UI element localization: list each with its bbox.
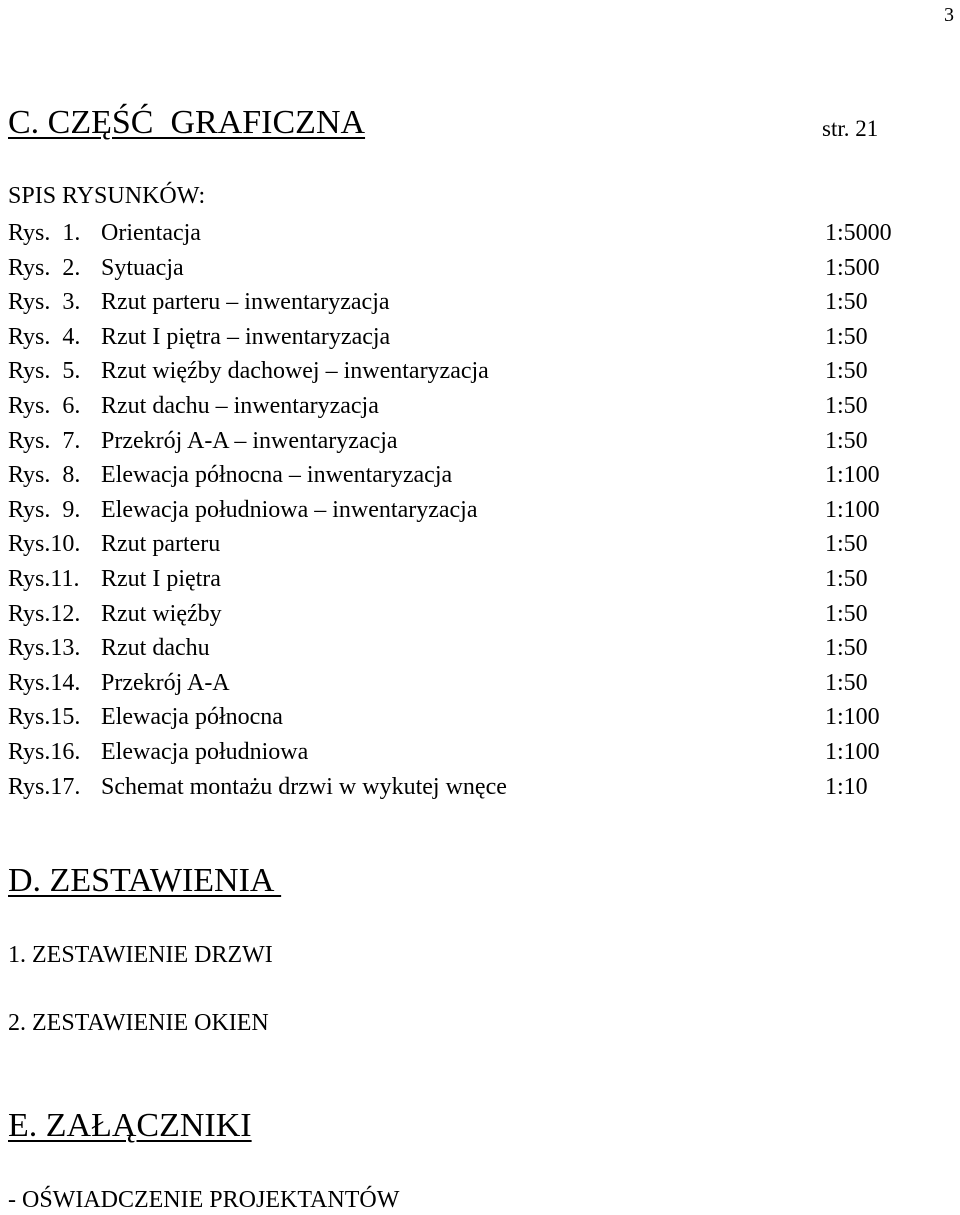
drawing-row	[8, 426, 928, 461]
drawing-title: Rzut I piętra – inwentaryzacja	[101, 323, 391, 350]
drawing-title: Elewacja północna – inwentaryzacja	[101, 462, 453, 489]
drawing-number: Rys.10.	[8, 531, 81, 558]
drawing-row	[8, 287, 928, 322]
drawing-number: Rys.17.	[8, 773, 81, 800]
drawing-row	[8, 702, 928, 737]
section-title-graphic-part: C. CZĘŚĆ GRAFICZNA	[8, 104, 366, 141]
drawing-row	[8, 218, 928, 253]
drawing-row	[8, 668, 928, 703]
drawing-number: Rys.15.	[8, 704, 81, 731]
drawing-scale: 1:50	[825, 531, 868, 558]
drawings-list-heading: SPIS RYSUNKÓW:	[8, 183, 206, 209]
drawing-title: Rzut więźby dachowej – inwentaryzacja	[101, 358, 489, 385]
drawing-title: Elewacja północna	[101, 704, 283, 731]
drawing-title: Schemat montażu drzwi w wykutej wnęce	[101, 773, 507, 800]
drawing-number: Rys. 9.	[8, 496, 81, 523]
drawing-title: Orientacja	[101, 220, 201, 246]
attachment-item-designers-statement: - OŚWIADCZENIE PROJEKTANTÓW	[8, 1187, 400, 1213]
drawing-scale: 1:100	[825, 738, 880, 765]
drawing-scale: 1:100	[825, 704, 880, 731]
section-title-summaries: D. ZESTAWIENIA	[8, 862, 282, 899]
drawing-number: Rys. 2.	[8, 254, 81, 281]
drawings-list	[8, 218, 928, 806]
drawing-row	[8, 599, 928, 634]
drawing-row	[8, 356, 928, 391]
drawing-row	[8, 564, 928, 599]
drawing-number: Rys. 8.	[8, 462, 81, 489]
drawing-row	[8, 322, 928, 357]
summary-item-doors: 1. ZESTAWIENIE DRZWI	[8, 942, 273, 968]
drawing-scale: 1:50	[825, 427, 868, 454]
drawing-scale: 1:5000	[825, 220, 892, 246]
drawing-number: Rys. 5.	[8, 358, 81, 385]
drawing-scale: 1:50	[825, 358, 868, 385]
drawing-number: Rys. 3.	[8, 289, 81, 316]
drawing-scale: 1:100	[825, 462, 880, 489]
drawing-title: Elewacja południowa	[101, 738, 309, 765]
drawing-title: Rzut parteru – inwentaryzacja	[101, 289, 390, 316]
drawing-row	[8, 772, 928, 807]
drawing-scale: 1:500	[825, 254, 880, 281]
drawing-number: Rys.11.	[8, 565, 80, 592]
drawing-scale: 1:100	[825, 496, 880, 523]
drawing-number: Rys.14.	[8, 669, 81, 696]
drawing-row	[8, 633, 928, 668]
drawing-row	[8, 253, 928, 288]
drawing-title: Przekrój A-A – inwentaryzacja	[101, 427, 398, 454]
section-title-attachments: E. ZAŁĄCZNIKI	[8, 1107, 252, 1144]
drawing-scale: 1:10	[825, 773, 868, 800]
page-number: 3	[944, 4, 954, 26]
drawing-title: Rzut więźby	[101, 600, 222, 627]
drawing-scale: 1:50	[825, 289, 868, 316]
drawing-title: Rzut dachu	[101, 635, 210, 662]
drawing-row	[8, 460, 928, 495]
drawing-row	[8, 391, 928, 426]
drawing-number: Rys.12.	[8, 600, 81, 627]
drawing-row	[8, 737, 928, 772]
drawing-scale: 1:50	[825, 323, 868, 350]
drawing-number: Rys.13.	[8, 635, 81, 662]
drawing-row	[8, 495, 928, 530]
summary-item-windows: 2. ZESTAWIENIE OKIEN	[8, 1010, 269, 1036]
drawing-scale: 1:50	[825, 565, 868, 592]
drawing-number: Rys. 7.	[8, 427, 81, 454]
drawing-title: Przekrój A-A	[101, 669, 230, 696]
drawing-title: Rzut dachu – inwentaryzacja	[101, 392, 379, 419]
drawing-title: Sytuacja	[101, 254, 184, 281]
drawing-scale: 1:50	[825, 392, 868, 419]
drawing-number: Rys. 6.	[8, 392, 81, 419]
drawing-row	[8, 529, 928, 564]
section-page-reference: str. 21	[822, 116, 879, 141]
drawing-number: Rys. 1.	[8, 220, 81, 246]
drawing-scale: 1:50	[825, 600, 868, 627]
drawing-number: Rys. 4.	[8, 323, 81, 350]
drawing-scale: 1:50	[825, 669, 868, 696]
drawing-scale: 1:50	[825, 635, 868, 662]
drawing-title: Rzut I piętra	[101, 565, 221, 592]
drawing-title: Elewacja południowa – inwentaryzacja	[101, 496, 478, 523]
drawing-title: Rzut parteru	[101, 531, 221, 558]
drawing-number: Rys.16.	[8, 738, 81, 765]
